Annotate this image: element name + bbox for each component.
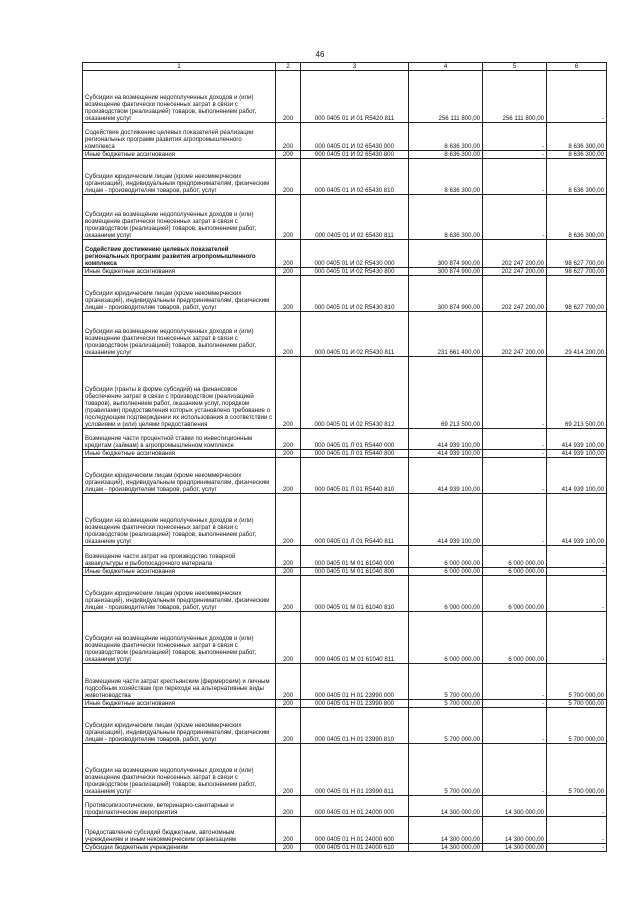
table-row (83, 546, 607, 568)
row-admin-code: 200 (276, 312, 301, 357)
row-amount-column-5: - (483, 700, 547, 708)
row-admin-code: 200 (276, 276, 301, 312)
row-amount-total: 231 661 400,00 (409, 312, 483, 357)
table-row (83, 494, 607, 546)
row-description: Иные бюджетные ассигнования (83, 700, 276, 708)
row-budget-classification-code: 000 0405 01 М 01 61040 000 (301, 546, 409, 568)
row-amount-column-6: 414 939 100,00 (547, 494, 607, 546)
row-amount-column-5: 202 247 200,00 (483, 312, 547, 357)
row-admin-code: 200 (276, 268, 301, 276)
row-budget-classification-code: 000 0405 01 И 02 R5430 800 (301, 268, 409, 276)
row-amount-column-6: 5 700 000,00 (547, 744, 607, 796)
row-description: Субсидии на возмещение недополученных доходов и (или) возмещение фактически понесенных затрат в связи с производством (реализацией) товаров, выполнением работ, оказанием услуг (83, 312, 276, 357)
table-row (83, 744, 607, 796)
budget-table (82, 62, 607, 852)
table-header-row (83, 63, 607, 71)
row-budget-classification-code: 000 0405 01 М 01 61040 811 (301, 612, 409, 664)
row-amount-total: 69 213 500,00 (409, 357, 483, 429)
row-description: Субсидии на возмещение недополученных доходов и (или) возмещение фактически понесенных затрат в связи с производством (реализацией) товаров, выполнением работ, оказанием услуг (83, 612, 276, 664)
row-amount-column-6: 69 213 500,00 (547, 357, 607, 429)
row-budget-classification-code: 000 0405 01 И 02 65430 800 (301, 151, 409, 159)
row-admin-code: 200 (276, 796, 301, 817)
row-admin-code: 200 (276, 71, 301, 123)
row-description: Субсидии юридическим лицам (кроме некоммерческих организаций), индивидуальным предпринимателям, физическим лицам - производителям товаров, работ, услуг (83, 708, 276, 744)
row-amount-total: 300 874 900,00 (409, 240, 483, 268)
row-amount-total: 6 000 000,00 (409, 612, 483, 664)
row-amount-column-5: 202 247 200,00 (483, 276, 547, 312)
row-budget-classification-code: 000 0405 01 И 02 R5430 810 (301, 276, 409, 312)
row-amount-column-5: 14 300 000,00 (483, 796, 547, 817)
row-amount-total: 300 874 900,00 (409, 276, 483, 312)
table-row (83, 71, 607, 123)
table-row (83, 450, 607, 458)
row-description: Иные бюджетные ассигнования (83, 568, 276, 576)
table-row (83, 429, 607, 450)
row-amount-column-5: 6 000 000,00 (483, 546, 547, 568)
row-budget-classification-code: 000 0405 01 Л 01 R5440 811 (301, 494, 409, 546)
row-budget-classification-code: 000 0405 01 И 02 R5430 811 (301, 312, 409, 357)
row-amount-total: 414 939 100,00 (409, 429, 483, 450)
row-budget-classification-code: 000 0405 01 Н 01 23990 810 (301, 708, 409, 744)
row-amount-column-5: - (483, 159, 547, 195)
table-row (83, 568, 607, 576)
row-amount-total: 8 636 300,00 (409, 195, 483, 240)
row-description: Противоэпизоотические, ветеринарно-санитарные и профилактические мероприятия (83, 796, 276, 817)
column-header-1: 1 (83, 63, 276, 71)
row-description: Субсидии на возмещение недополученных доходов и (или) возмещение фактически понесенных затрат в связи с производством (реализацией) товаров, выполнением работ, оказанием услуг (83, 744, 276, 796)
column-header-6: 6 (547, 63, 607, 71)
row-amount-total: 5 700 000,00 (409, 708, 483, 744)
row-amount-total: 5 700 000,00 (409, 700, 483, 708)
row-description: Возмещение части затрат на производство товарной аквакультуры и рыбопосадочного материала (83, 546, 276, 568)
row-budget-classification-code: 000 0405 01 Н 01 24000 600 (301, 817, 409, 844)
row-budget-classification-code: 000 0405 01 Н 01 23990 800 (301, 700, 409, 708)
row-amount-column-6: - (547, 844, 607, 852)
row-budget-classification-code: 000 0405 01 И 02 65430 000 (301, 123, 409, 151)
row-amount-total: 6 000 000,00 (409, 576, 483, 612)
row-amount-total: 300 874 900,00 (409, 268, 483, 276)
row-amount-column-6: 8 636 300,00 (547, 123, 607, 151)
row-description: Субсидии на возмещение недополученных доходов и (или) возмещение фактически понесенных затрат в связи с производством (реализацией) товаров, выполнением работ, оказанием услуг (83, 494, 276, 546)
row-admin-code: 200 (276, 195, 301, 240)
row-admin-code: 200 (276, 458, 301, 494)
row-budget-classification-code: 000 0405 01 Л 01 R5440 810 (301, 458, 409, 494)
row-amount-column-6: 5 700 000,00 (547, 708, 607, 744)
row-description: Содействие достижению целевых показателей реализации региональных программ развития агропромышленного комплекса (83, 123, 276, 151)
row-amount-column-5: - (483, 744, 547, 796)
row-admin-code: 200 (276, 546, 301, 568)
row-amount-column-6: 5 700 000,00 (547, 664, 607, 700)
row-amount-column-5: - (483, 458, 547, 494)
row-amount-total: 14 300 000,00 (409, 796, 483, 817)
row-amount-total: 6 000 000,00 (409, 546, 483, 568)
row-admin-code: 200 (276, 664, 301, 700)
table-row (83, 576, 607, 612)
row-description: Субсидии юридическим лицам (кроме некоммерческих организаций), индивидуальным предпринимателям, физическим лицам - производителям товаров, работ, услуг (83, 458, 276, 494)
row-budget-classification-code: 000 0405 01 Л 01 R5440 000 (301, 429, 409, 450)
row-amount-column-6: 414 939 100,00 (547, 458, 607, 494)
row-budget-classification-code: 000 0405 01 И 01 R5420 811 (301, 71, 409, 123)
row-description: Возмещение части процентной ставки по инвестиционным кредитам (займам) в агропромышленном комплексе (83, 429, 276, 450)
row-amount-column-5: 202 247 200,00 (483, 268, 547, 276)
row-amount-total: 414 939 100,00 (409, 494, 483, 546)
column-header-5: 5 (483, 63, 547, 71)
row-admin-code: 200 (276, 844, 301, 852)
row-amount-column-6: - (547, 71, 607, 123)
row-amount-total: 5 700 000,00 (409, 744, 483, 796)
row-amount-column-6: 8 636 300,00 (547, 151, 607, 159)
row-amount-column-6: - (547, 546, 607, 568)
row-amount-column-5: - (483, 195, 547, 240)
row-admin-code: 200 (276, 123, 301, 151)
row-amount-total: 6 000 000,00 (409, 568, 483, 576)
table-row (83, 458, 607, 494)
row-budget-classification-code: 000 0405 01 Л 01 R5440 800 (301, 450, 409, 458)
row-amount-column-6: - (547, 817, 607, 844)
row-admin-code: 200 (276, 429, 301, 450)
row-amount-total: 8 636 300,00 (409, 123, 483, 151)
table-row (83, 796, 607, 817)
row-amount-total: 14 300 000,00 (409, 844, 483, 852)
row-amount-total: 414 939 100,00 (409, 458, 483, 494)
row-amount-column-5: 256 111 800,00 (483, 71, 547, 123)
row-amount-column-6: 414 939 100,00 (547, 450, 607, 458)
row-amount-column-6: 5 700 000,00 (547, 700, 607, 708)
table-row (83, 312, 607, 357)
table-row (83, 268, 607, 276)
row-admin-code: 200 (276, 744, 301, 796)
row-budget-classification-code: 000 0405 01 Н 01 23990 000 (301, 664, 409, 700)
row-amount-column-5: 202 247 200,00 (483, 240, 547, 268)
row-admin-code: 200 (276, 700, 301, 708)
row-description: Иные бюджетные ассигнования (83, 450, 276, 458)
row-budget-classification-code: 000 0405 01 И 02 65430 810 (301, 159, 409, 195)
row-budget-classification-code: 000 0405 01 И 02 R5430 812 (301, 357, 409, 429)
row-amount-column-6: 98 627 700,00 (547, 240, 607, 268)
table-row (83, 844, 607, 852)
row-amount-column-6: 8 636 300,00 (547, 159, 607, 195)
row-amount-column-6: - (547, 612, 607, 664)
table-row (83, 817, 607, 844)
row-description: Субсидии юридическим лицам (кроме некоммерческих организаций), индивидуальным предпринимателям, физическим лицам - производителям товаров, работ, услуг (83, 576, 276, 612)
row-amount-column-5: - (483, 450, 547, 458)
row-admin-code: 200 (276, 576, 301, 612)
row-amount-column-5: - (483, 357, 547, 429)
row-amount-total: 256 111 800,00 (409, 71, 483, 123)
table-row (83, 357, 607, 429)
page-number: 46 (315, 50, 325, 59)
row-amount-total: 414 939 100,00 (409, 450, 483, 458)
table-row (83, 240, 607, 268)
row-amount-column-5: 14 300 000,00 (483, 844, 547, 852)
table-row (83, 123, 607, 151)
row-description: Субсидии на возмещение недополученных доходов и (или) возмещение фактически понесенных затрат в связи с производством (реализацией) товаров, выполнением работ, оказанием услуг (83, 195, 276, 240)
row-amount-column-6: - (547, 568, 607, 576)
row-admin-code: 200 (276, 817, 301, 844)
table-row (83, 612, 607, 664)
row-budget-classification-code: 000 0405 01 М 01 61040 800 (301, 568, 409, 576)
row-amount-column-5: - (483, 429, 547, 450)
row-amount-column-5: - (483, 123, 547, 151)
row-budget-classification-code: 000 0405 01 И 02 65430 811 (301, 195, 409, 240)
row-description: Субсидии юридическим лицам (кроме некоммерческих организаций), индивидуальным предпринимателям, физическим лицам - производителям товаров, работ, услуг (83, 276, 276, 312)
table-row (83, 151, 607, 159)
row-amount-total: 8 636 300,00 (409, 159, 483, 195)
column-header-2: 2 (276, 63, 301, 71)
column-header-4: 4 (409, 63, 483, 71)
row-admin-code: 200 (276, 568, 301, 576)
row-description: Предоставление субсидий бюджетным, автономным учреждениям и иным некоммерческим организациям (83, 817, 276, 844)
row-admin-code: 200 (276, 151, 301, 159)
row-amount-column-6: - (547, 796, 607, 817)
row-budget-classification-code: 000 0405 01 М 01 61040 810 (301, 576, 409, 612)
table-row (83, 664, 607, 700)
row-budget-classification-code: 000 0405 01 И 02 R5430 000 (301, 240, 409, 268)
row-amount-total: 8 636 300,00 (409, 151, 483, 159)
row-amount-column-6: 98 627 700,00 (547, 276, 607, 312)
row-amount-column-5: - (483, 664, 547, 700)
row-amount-column-5: 6 000 000,00 (483, 612, 547, 664)
column-header-3: 3 (301, 63, 409, 71)
table-row (83, 700, 607, 708)
row-amount-column-6: 8 636 300,00 (547, 195, 607, 240)
row-amount-column-6: 414 939 100,00 (547, 429, 607, 450)
table-row (83, 276, 607, 312)
row-admin-code: 200 (276, 612, 301, 664)
row-admin-code: 200 (276, 159, 301, 195)
row-amount-column-6: 29 414 200,00 (547, 312, 607, 357)
row-amount-column-5: - (483, 151, 547, 159)
row-amount-column-6: 98 627 700,00 (547, 268, 607, 276)
row-amount-column-5: - (483, 494, 547, 546)
row-amount-total: 5 700 000,00 (409, 664, 483, 700)
row-description: Содействие достижению целевых показателей региональных программ развития агропромышленного комплекса (83, 240, 276, 268)
row-amount-total: 14 300 000,00 (409, 817, 483, 844)
row-description: Субсидии бюджетным учреждениям (83, 844, 276, 852)
row-description: Субсидии на возмещение недополученных доходов и (или) возмещение фактически понесенных затрат в связи с производством (реализацией) товаров, выполнением работ, оказанием услуг (83, 71, 276, 123)
row-amount-column-5: - (483, 708, 547, 744)
row-admin-code: 200 (276, 494, 301, 546)
row-description: Возмещение части затрат крестьянским (фермерским) и личным подсобным хозяйствам при переходе на альтернативные виды животноводства (83, 664, 276, 700)
row-amount-column-5: 6 000 000,00 (483, 568, 547, 576)
table-row (83, 159, 607, 195)
row-budget-classification-code: 000 0405 01 Н 01 24000 000 (301, 796, 409, 817)
row-admin-code: 200 (276, 708, 301, 744)
row-description: Иные бюджетные ассигнования (83, 268, 276, 276)
row-amount-column-5: 6 000 000,00 (483, 576, 547, 612)
row-amount-column-6: - (547, 576, 607, 612)
table-row (83, 195, 607, 240)
row-description: Субсидии юридическим лицам (кроме некоммерческих организаций), индивидуальным предпринимателям, физическим лицам - производителям товаров, работ, услуг (83, 159, 276, 195)
row-budget-classification-code: 000 0405 01 Н 01 24000 610 (301, 844, 409, 852)
row-description: Субсидии (гранты в форме субсидий) на финансовое обеспечение затрат в связи с производством (реализацией товаров), выполнением работ, оказанием услуг, порядком (правилами) предоставления которых установлено требование о последующем подтверждении их использования в соответствии с условиями и (или) целями предоставления (83, 357, 276, 429)
row-budget-classification-code: 000 0405 01 Н 01 23990 811 (301, 744, 409, 796)
table-row (83, 708, 607, 744)
row-admin-code: 200 (276, 450, 301, 458)
row-admin-code: 200 (276, 357, 301, 429)
row-description: Иные бюджетные ассигнования (83, 151, 276, 159)
row-amount-column-5: 14 300 000,00 (483, 817, 547, 844)
row-admin-code: 200 (276, 240, 301, 268)
